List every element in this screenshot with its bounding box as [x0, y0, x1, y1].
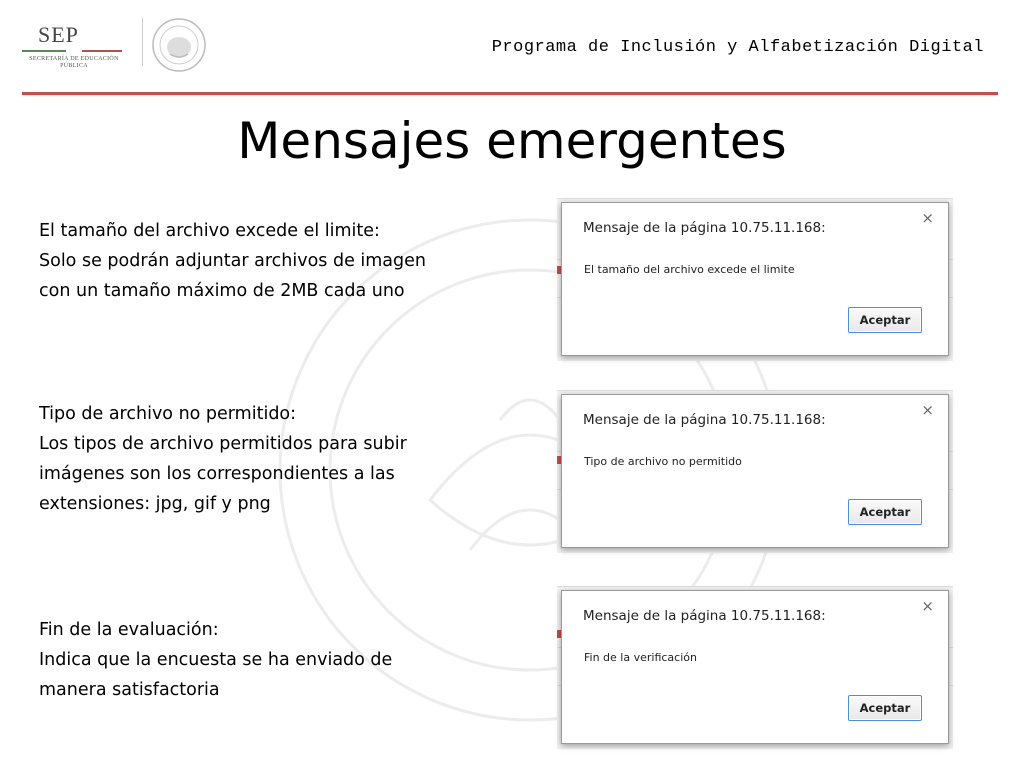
dialog-title: Mensaje de la página 10.75.11.168: — [583, 608, 826, 624]
national-seal-icon — [150, 16, 208, 74]
dialog-title: Mensaje de la página 10.75.11.168: — [583, 412, 826, 428]
section-1-heading: El tamaño del archivo excede el limite: — [39, 221, 380, 241]
section-3-text — [39, 615, 509, 705]
logo-stripe-red — [82, 50, 122, 52]
logo-stripe-green — [22, 50, 66, 52]
section-3-line-2: Indica que la encuesta se ha enviado de — [39, 650, 393, 670]
section-3-line-3: manera satisfactoria — [39, 680, 220, 700]
section-1-line-2: Solo se podrán adjuntar archivos de imagen — [39, 251, 426, 271]
program-title: Programa de Inclusión y Alfabetización Digital — [491, 38, 984, 57]
accept-button[interactable]: Aceptar — [848, 499, 922, 525]
close-icon[interactable]: × — [921, 401, 934, 419]
sep-logo-subtitle: SECRETARÍA DE EDUCACIÓN PÚBLICA — [29, 56, 119, 69]
section-2-line-2: Los tipos de archivo permitidos para subir — [39, 434, 407, 454]
section-1-line-3: con un tamaño máximo de 2MB cada uno — [39, 281, 405, 301]
dialog-message: Fin de la verificación — [584, 651, 697, 664]
dialog-2-container — [557, 390, 953, 552]
section-1-text — [39, 216, 509, 306]
section-2-line-3: imágenes son los correspondientes a las — [39, 464, 395, 484]
section-3-heading: Fin de la evaluación: — [39, 620, 219, 640]
alert-dialog-2 — [561, 394, 949, 548]
alert-dialog-1 — [561, 202, 949, 356]
dialog-title: Mensaje de la página 10.75.11.168: — [583, 220, 826, 236]
dialog-1-container — [557, 198, 953, 360]
section-2-heading: Tipo de archivo no permitido: — [39, 404, 297, 424]
accept-button[interactable]: Aceptar — [848, 307, 922, 333]
dialog-message: El tamaño del archivo excede el limite — [584, 263, 795, 276]
dialog-message: Tipo de archivo no permitido — [584, 455, 742, 468]
slide-title: Mensajes emergentes — [237, 112, 787, 170]
accept-button[interactable]: Aceptar — [848, 695, 922, 721]
alert-dialog-3 — [561, 590, 949, 744]
section-2-line-4: extensiones: jpg, gif y png — [39, 494, 271, 514]
section-2-text — [39, 399, 509, 519]
sep-logo-text: SEP — [38, 22, 79, 47]
close-icon[interactable]: × — [921, 597, 934, 615]
header-divider — [22, 92, 998, 95]
close-icon[interactable]: × — [921, 209, 934, 227]
logo-divider — [142, 18, 143, 66]
dialog-3-container — [557, 586, 953, 748]
